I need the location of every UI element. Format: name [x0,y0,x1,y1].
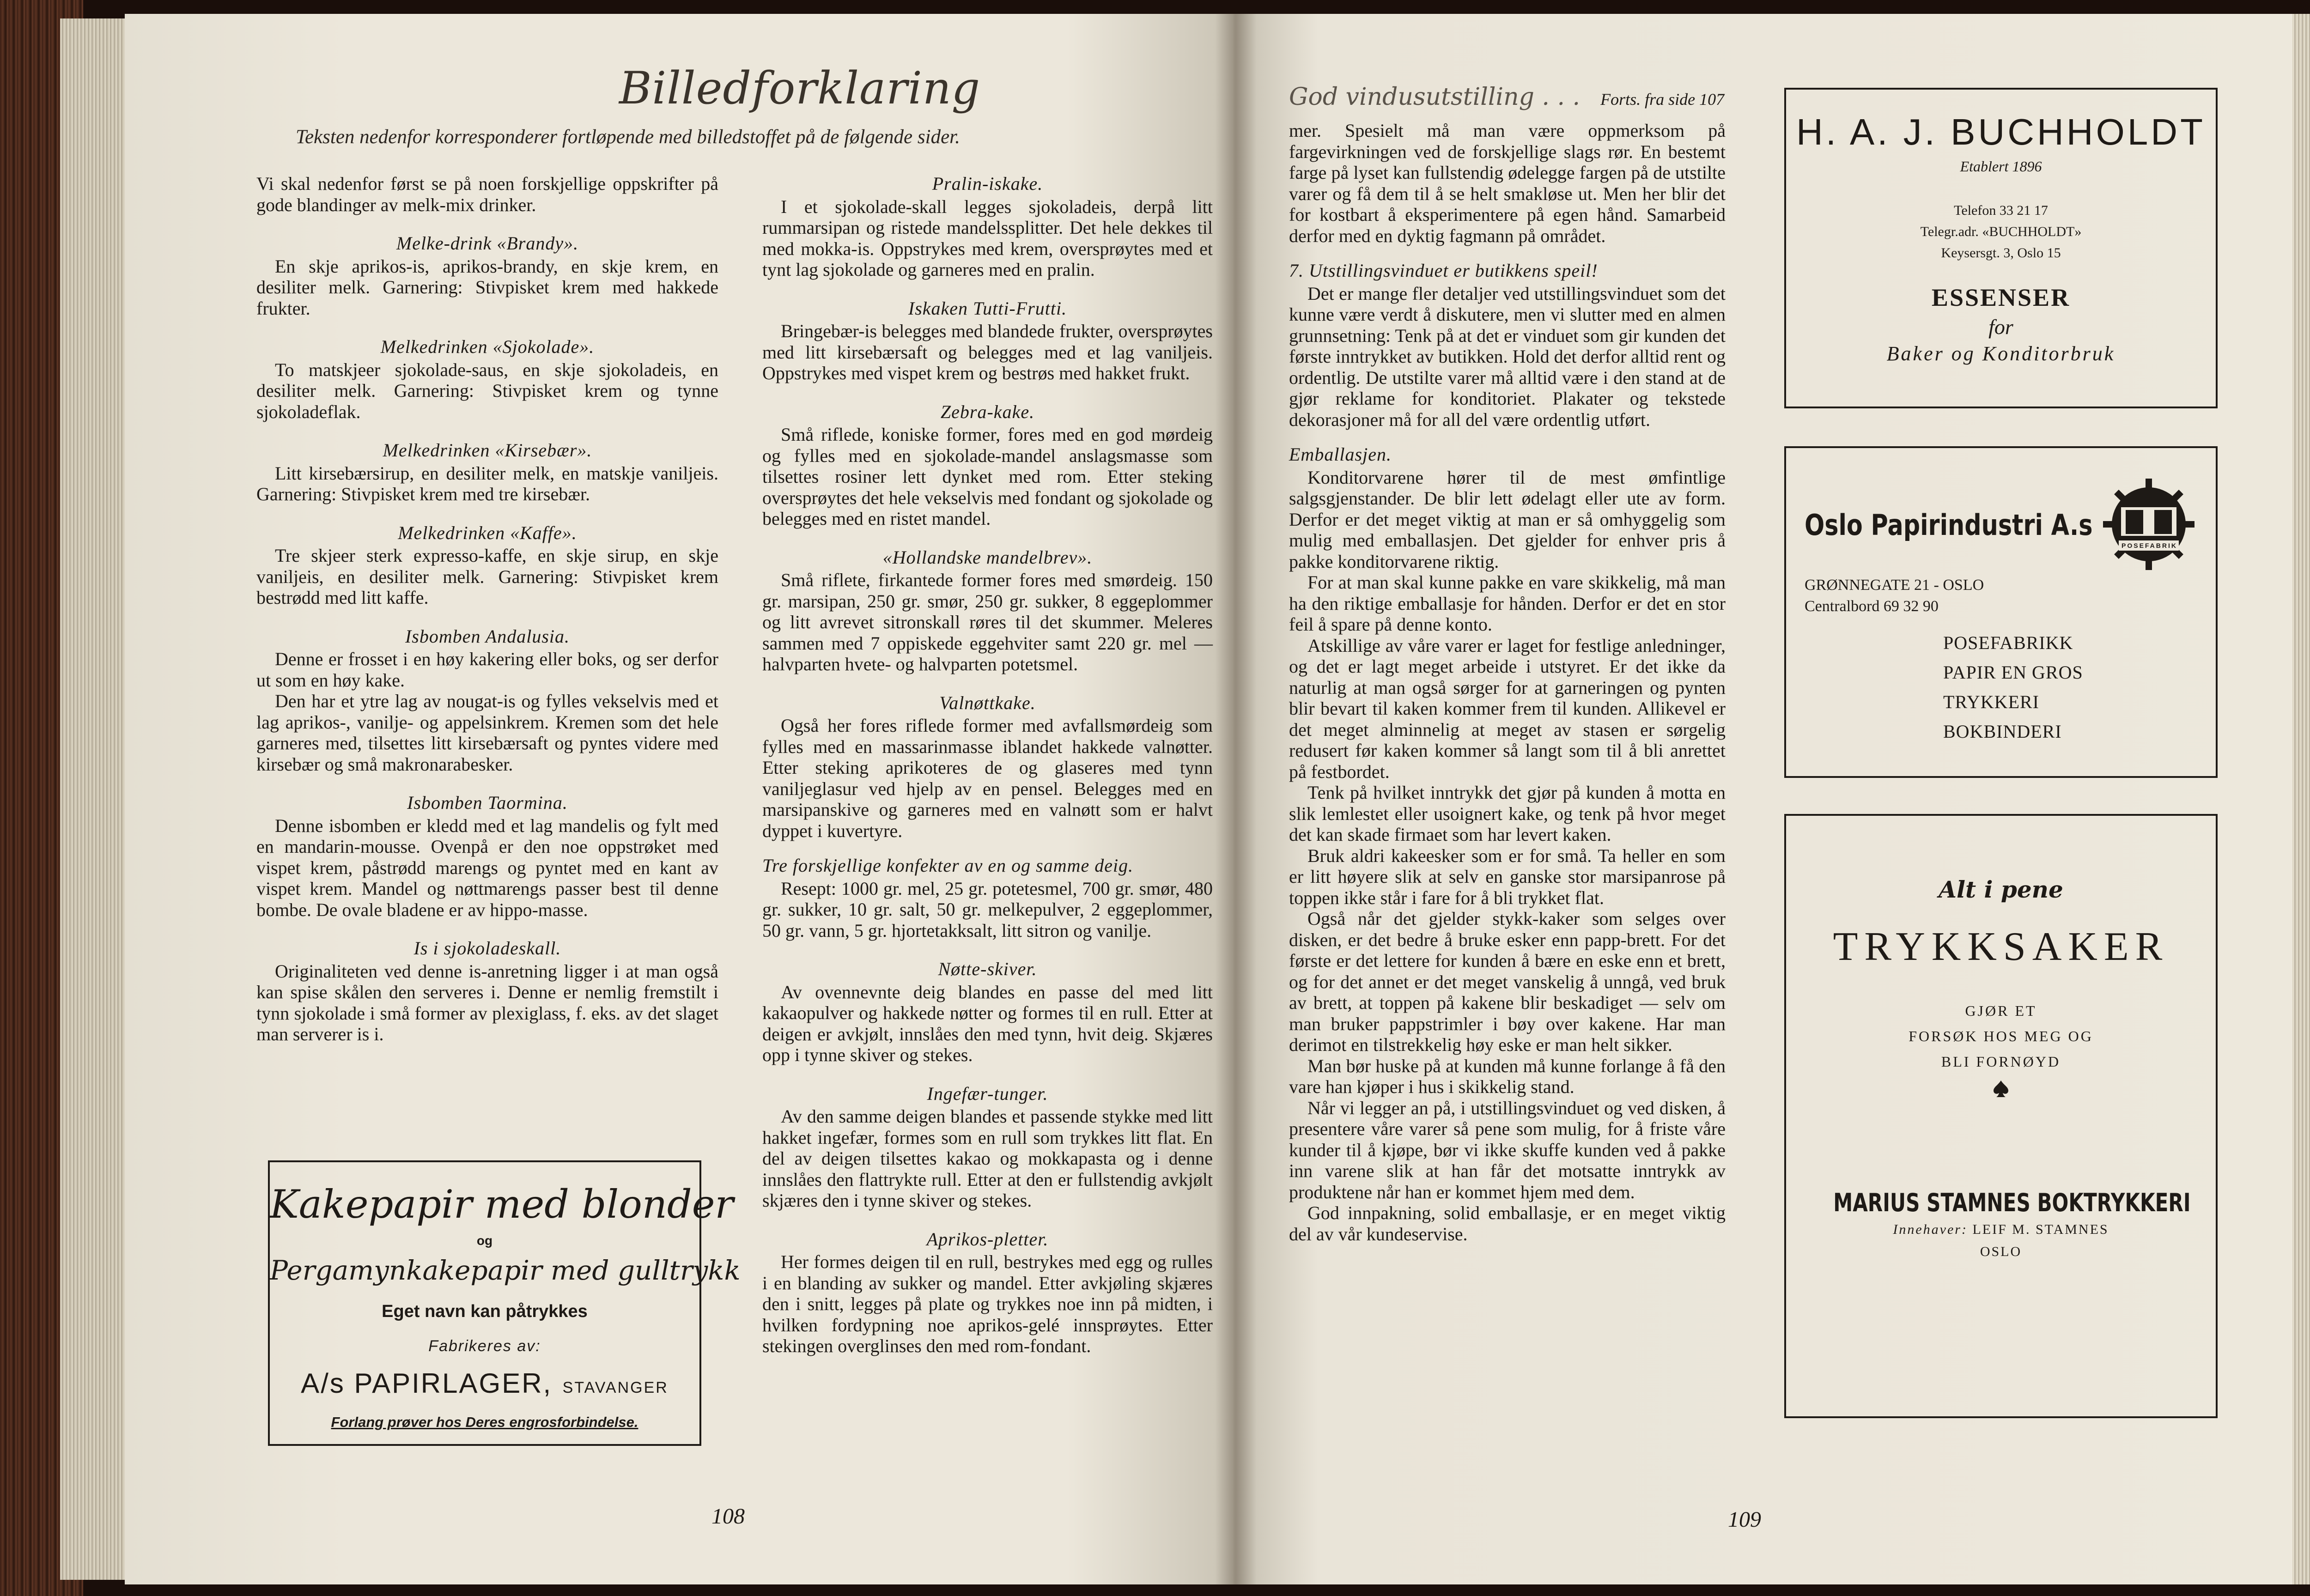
section-heading: Aprikos-pletter. [926,1228,1049,1250]
paragraph: Her formes deigen til en rull, bestrykes med egg og rulles i en blanding av sukker og mandel. Etter avkjøling skjæres den i snitt, legges på plate og trykkes noe inn på midten, i hvilken fordypning noe aprikos-gelé innsprøytes. Etter stekingen overglinses den med rom-fondant. [762,1251,1213,1356]
section-heading: Emballasjen. [1289,444,1392,465]
oslo-papir-address: GRØNNEGATE 21 - OSLO [1805,577,1984,594]
buchholdt-phone: Telefon 33 21 17 [1954,203,2048,218]
section-heading: Nøtte-skiver. [938,959,1037,979]
buchholdt-name: H. A. J. BUCHHOLDT [1796,111,2206,152]
page-stack-right [2292,14,2310,1584]
section-heading: Iskaken Tutti-Frutti. [908,297,1067,319]
stamnes-trykksaker: TRYKKSAKER [1833,924,2169,969]
paragraph: Denne isbomben er kledd med et lag mandelis og fylt med en mandarin-mousse. Ovenpå er den noe oppstrøket med vispet krem, påstrødd marengs og pyntet med en kant av vispet krem. Mandel og nøttmarengs passer best til denne bombe. De ovale bladene er av hippo-masse. [256,815,718,920]
stamnes-ad [1784,814,2218,1418]
paragraph: mer. Spesielt må man være oppmerksom på fargevirkningen ved de forskjellige slags rør. En bestemt farge på lyset kan fullstendig ødelegge fargen på de utstilte varer og få dem til å se helt smakløse ut. Men her blir det for kostbart å eksperimentere på egen hånd. Samarbeid derfor med en dyktig fagmann på området. [1289,120,1726,246]
stamnes-line2: FORSØK HOS MEG OG [1909,1028,2093,1044]
kakepapir-name-print: Eget navn kan påtrykkes [382,1302,588,1321]
stamnes-owner: Innehaver: LEIF M. STAMNES [1893,1222,2109,1237]
buchholdt-product: ESSENSER [1931,284,2071,311]
paragraph: En skje aprikos-is, aprikos-brandy, en skje krem, en desiliter melk. Garnering: Stivpisket krem med hakkede frukter. [256,255,718,319]
section-heading: Zebra-kake. [940,401,1035,422]
section-heading: Valnøttkake. [939,692,1036,713]
spade-icon [1786,1080,2216,1100]
left-page-header: Billedforklaring [619,62,981,114]
section-heading: Melke-drink «Brandy». [396,233,579,254]
section-heading: Isbomben Andalusia. [405,625,570,647]
kakepapir-ad [268,1160,741,1446]
paragraph: I et sjokolade-skall legges sjokoladeis, derpå litt rummarsipan og ristede mandelssplitter. Det hele dekkes til med mokka-is. Oppstrykes med krem, oversprøytes med et tynt lag sjokolade og garneres med en pralin. [762,196,1213,280]
section-heading: Ingefær-tunger. [927,1083,1048,1104]
paragraph: Man bør huske på at kunden må kunne forlange å få den vare han kjøper i hus i skikkelig stand. [1289,1055,1726,1097]
buchholdt-established: Etablert 1896 [1960,158,2042,175]
stamnes-company: MARIUS STAMNES BOKTRYKKERI [1833,1188,2191,1217]
kakepapir-company: A/s PAPIRLAGER, STAVANGER [301,1368,669,1399]
section-heading: 7. Utstillingsvinduet er butikkens speil! [1289,260,1598,281]
buchholdt-for: for [1988,315,2013,339]
left-column-2 [762,173,1213,1357]
paragraph: Den har et ytre lag av nougat-is og fylles vekselvis med et lag aprikos-, vanilje- og appelsinkrem. Kremen som det hele garneres med, tilsettes litt kirsebærsaft og pyntes videre med kirsebær og små makronarabesker. [256,691,718,775]
spine-gutter [1215,14,1257,1584]
section-heading: Pralin-iskake. [932,173,1043,194]
section-heading: Tre forskjellige konfekter av en og samme deig. [762,855,1134,876]
pergamyn-title: Pergamynkakepapir med gulltrykk [270,1255,741,1286]
right-page-header: God vindusutstilling . . . Forts. fra side 107 [1289,83,1725,111]
paragraph: Litt kirsebærsirup, en desiliter melk, en matskje vaniljeis. Garnering: Stivpisket krem med tre kirsebær. [256,462,718,504]
buchholdt-ad [1784,88,2218,408]
right-column [1289,120,1726,1244]
paragraph: Denne er frosset i en høy kakering eller boks, og ser derfor ut som en høy kake. [256,649,718,691]
kakepapir-footer: Forlang prøver hos Deres engrosforbindelse. [331,1414,638,1430]
section-heading: Melkedrinken «Sjokolade». [380,336,595,357]
paragraph: Bruk aldri kakeesker som er for små. Ta heller en som er litt høyere slik at selv en ganske stor marsipanrose på toppen ikke står i fare for å bli trykket flat. [1289,845,1726,908]
paragraph: Konditorvarene hører til de mest ømfintlige salgsgjenstander. De blir lett ødelagt eller ute av form. Derfor er det meget viktig at man er så omhyggelig som mulig med emballasjen. Det gjelder for enhver pris å pakke konditorvarene riktig. [1289,467,1726,572]
paragraph: Også her fores riflede former med avfallsmørdeig som fylles med en massarinmasse iblandet hakkede valnøtter. Etter steking aprikoteres de og glaseres med tynn vaniljeglasur ved hjelp av en pensel. Belegges med en marsipanskive og garneres med en valnøtt som er halvt dyppet i kuvertyre. [762,715,1213,841]
paragraph: Atskillige av våre varer er laget for festlige anledninger, og det er lagt meget arbeide i utstyret. Er det ikke da naturlig at man også sørger for at garneringen og pynten blir bevart til kaken kommer frem til kunden. Allikevel er det meget alminnelig at meget av stasen er sørgelig redusert før kaken kommer så langt som til å bli anrettet på festbordet. [1289,635,1726,782]
paragraph: Vi skal nedenfor først se på noen forskjellige oppskrifter på gode blandinger av melk-mix drinker. [256,173,718,215]
stamnes-city: OSLO [1980,1244,2022,1259]
right-page-number: 109 [1728,1507,1761,1532]
paragraph: To matskjeer sjokolade-saus, en skje sjokoladeis, en desiliter melk. Garnering: Stivpisket krem og tynne sjokoladeflak. [256,359,718,422]
section-heading: Isbomben Taormina. [407,792,568,813]
service-item: PAPIR EN GROS [1943,662,2083,683]
paragraph: Resept: 1000 gr. mel, 25 gr. potetesmel, 700 gr. smør, 480 gr. sukker, 10 gr. salt, 50 gr. melkepulver, 2 eggeplommer, 50 gr. vann, 5 gr. hjortetakksalt, litt sitron og vanilje. [762,878,1213,941]
oslo-papirindustri-ad [1784,446,2218,778]
service-item: TRYKKERI [1943,692,2039,712]
left-page-subheader: Teksten nedenfor korresponderer fortløpende med billedstoffet på de følgende sider. [296,126,960,148]
stamnes-line1: GJØR ET [1965,1002,2037,1019]
left-page-number: 108 [711,1504,745,1529]
section-heading: Is i sjokoladeskall. [413,938,561,959]
kakepapir-fabrikeres: Fabrikeres av: [428,1337,541,1355]
oslo-papir-services [1943,628,2083,746]
service-item: BOKBINDERI [1943,721,2062,742]
buchholdt-telegr: Telegr.adr. «BUCHHOLDT» [1920,224,2082,239]
paragraph: Det er mange fler detaljer ved utstillingsvinduet som det kunne være verdt å diskutere, men vi slutter med en almen grunnsetning: Tenk på at det er vinduet som gir kunden det første inntrykket av butikken. Hold det derfor alltid rent og ordentlig. De utstilte varer må alltid være i den stand at de gjør reklame for konditoriet. Plakater og tekstede dekorasjoner må for all del være ordentlig utført. [1289,283,1726,430]
page-stack-left [60,18,129,1580]
oslo-papir-logo-text: POSEFABRIK [2122,542,2178,549]
stamnes-alt-i-pene: Alt i pene [1939,876,2063,903]
paragraph: Bringebær-is belegges med blandede frukter, oversprøytes med litt kirsebærsaft og belegges med et lag vaniljeis. Oppstrykes med vispet krem og bestrøs med hakket frukt. [762,321,1213,383]
oslo-papir-name: Oslo Papirindustri A.s [1805,508,2093,542]
paragraph: Tenk på hvilket inntrykk det gjør på kunden å motta en slik lemlestet eller usoignert kake, og tenk på hvor meget det kan skade firmaet som har levert kaken. [1289,782,1726,845]
oslo-papir-phone: Centralbord 69 32 90 [1805,598,1939,615]
paragraph: Originaliteten ved denne is-anretning ligger i at man også kan spise skålen den serveres i. Denne er nemlig fremstilt i tynn sjokolade i små former av plexiglass, f. eks. av det slaget man serverer is i. [256,960,718,1044]
paragraph: Av ovennevnte deig blandes en passe del med litt kakaopulver og hakkede nøtter og formes til en rull. Etter at deigen er avkjølt, innslåes den med tynn, hvit deig. Skjæres opp i tynne skiver og stekes. [762,981,1213,1065]
section-heading: «Hollandske mandelbrev». [882,546,1093,568]
kakepapir-og: og [476,1233,493,1248]
service-item: POSEFABRIKK [1943,632,2073,653]
paragraph: Også når det gjelder stykk-kaker som selges over disken, er det bedre å bruke esker enn papp-brett. For det første er det lettere for kunden å bære en eske enn et brett, og for det annet er det meget vanskelig å unngå, ved bruk av brett, at toppen på kakene blir beskadiget — selv om man bruker pappstrimler i bøy over kakene. Har man derimot en tilstrekkelig høy eske er man helt sikker. [1289,908,1726,1055]
section-heading: Melkedrinken «Kirsebær». [383,440,592,461]
kakepapir-title: Kakepapir med blonder [270,1182,734,1227]
paragraph: For at man skal kunne pakke en vare skikkelig, må man ha den riktige emballasje for hånden. Derfor er det en stor feil å spare på denne konto. [1289,572,1726,635]
paragraph: God innpakning, solid emballasje, er en meget viktig del av vår kundeservise. [1289,1202,1726,1244]
paragraph: Små riflete, firkantede former fores med smørdeig. 150 gr. marsipan, 250 gr. smør, 250 gr. sukker, 8 eggeplommer og litt avrevet sitronskall røres til det skummer. Meleres sammen med 7 oppiskede eggehviter samt 220 gr. mel — halvparten hvete- og halvparten potetsmel. [762,570,1213,674]
oslo-papir-logo [2100,476,2197,573]
buchholdt-address: Keysersgt. 3, Oslo 15 [1941,245,2061,261]
paragraph: Når vi legger an på, i utstillingsvinduet og ved disken, å presentere våre varer så pene som mulig, for å friste våre kunder til å kjøpe, bør vi ikke skuffe kunden ved å pakke inn varene slik at han får det motsatte inntrykk av produktene når han er kommet hjem med dem. [1289,1097,1726,1202]
paragraph: Tre skjeer sterk expresso-kaffe, en skje sirup, en skje vaniljeis, en desiliter melk. Garnering: Stivpisket krem bestrødd med litt kaffe. [256,545,718,608]
section-heading: Melkedrinken «Kaffe». [398,522,577,543]
paragraph: Av den samme deigen blandes et passende stykke med litt hakket ingefær, formes som en rull som trykkes litt flat. En del av deigen tilsettes kakao og mokkapasta og i denne innslåes den flattrykte rull. Etter at den er fullstendig avkjølt skjæres den i tynne skiver og stekes. [762,1106,1213,1211]
stamnes-line3: BLI FORNØYD [1941,1053,2061,1070]
left-column-1 [256,173,718,1045]
paragraph: Små riflede, koniske former, fores med en god mørdeig og fylles med en sjokolade-mandel anslagsmasse som tilsettes rosiner lett dynket med rom. Etter steking oversprøytes det hele vekselvis med fondant og sjokolade og belegges med en ristet mandel. [762,424,1213,529]
buchholdt-trade: Baker og Konditorbruk [1886,342,2115,365]
